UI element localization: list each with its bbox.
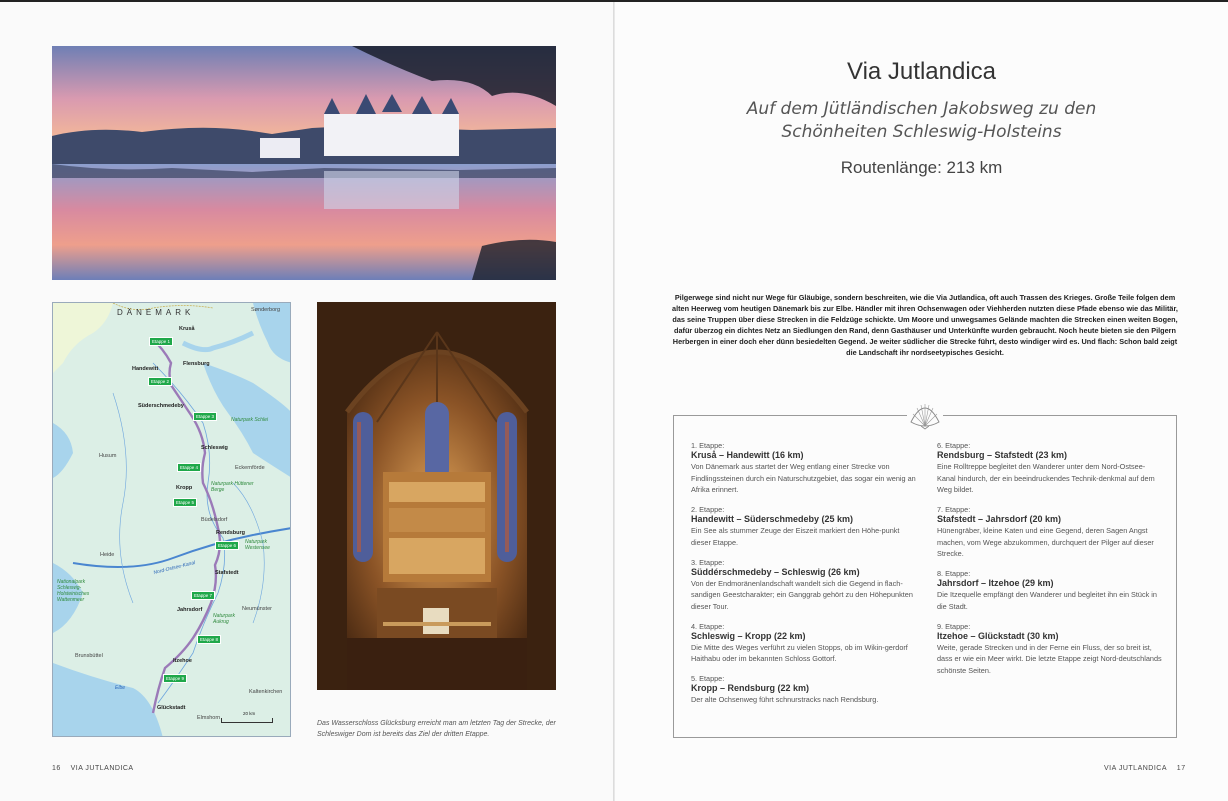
map-scale-bar	[221, 718, 273, 723]
map-park-label: Nationalpark Schleswig-Holsteinisches Wattenmeer	[57, 579, 90, 603]
running-head: VIA JUTLANDICA	[1104, 765, 1168, 772]
map-place: Handewitt	[132, 366, 159, 372]
left-folio	[52, 765, 134, 772]
etappe-number: 8. Etappe:	[937, 569, 971, 578]
etappe-text: Eine Rolltreppe begleitet den Wanderer unter dem Nord-Ostsee-Kanal hindurch, der ein beeindruckendes Technik-denkmal auf dem Weg bildet.	[937, 462, 1155, 494]
map-stage-label: Etappe 6	[215, 541, 239, 550]
etappe-title: Itzehoe – Glückstadt (30 km)	[937, 630, 1059, 641]
etappe-item	[691, 558, 917, 613]
subtitle-line: Auf dem Jütländischen Jakobsweg zu den	[746, 99, 1097, 119]
castle-lake-photo	[52, 46, 556, 280]
etappe-number: 7. Etappe:	[937, 505, 971, 514]
map-place: Glückstadt	[157, 705, 186, 711]
scallop-shell-icon	[907, 400, 943, 430]
subtitle-line: Schönheiten Schleswig-Holsteins	[781, 122, 1062, 142]
map-place: Süderschmedeby	[138, 403, 184, 409]
etappe-item	[937, 505, 1163, 560]
map-park-label: Naturpark Westensee	[245, 539, 270, 551]
page-number: 17	[1176, 765, 1186, 772]
map-place: Rendsburg	[216, 530, 246, 536]
etappe-text: Ein See als stummer Zeuge der Eiszeit markiert den Höhe-punkt dieser Etappe.	[691, 526, 900, 547]
etappe-text: Hünengräber, kleine Katen und eine Gegend, deren Sagen Angst machen, vom Wege abzukommen, durchquert der Pilger auf dieser Strecke.	[937, 526, 1154, 558]
etappe-number: 3. Etappe:	[691, 557, 725, 567]
etappe-text: Die Mitte des Weges verführt zu vielen Stopps, ob im Wikin-gerdorf Haithabu oder im bekannten Schloss Gottorf.	[691, 642, 908, 663]
map-place: Neumünster	[242, 606, 272, 612]
map-place: Elmshorn	[197, 715, 221, 721]
etappe-number: 6. Etappe:	[937, 441, 971, 450]
map-place: Heide	[100, 552, 115, 558]
etappe-title: Jahrsdorf – Itzehoe (29 km)	[937, 578, 1054, 588]
route-length: Routenlänge: 213 km	[840, 158, 1003, 177]
etappe-number: 4. Etappe:	[691, 621, 725, 631]
etappe-item	[691, 505, 917, 548]
map-place: Büdelsdorf	[201, 517, 228, 523]
map-place: Schleswig	[201, 445, 228, 451]
map-place: Kruså	[179, 326, 195, 332]
etappe-title: Kruså – Handewitt (16 km)	[691, 450, 804, 460]
page-number: 16	[52, 765, 61, 772]
map-stage-label: Etappe 3	[193, 412, 217, 421]
map-stage-label: Etappe 7	[191, 591, 215, 600]
etappe-item	[691, 674, 917, 706]
map-place: Itzehoe	[173, 658, 192, 664]
etappe-text: Von Dänemark aus startet der Weg entlang einer Strecke von Findlingssteinen durch ein Naturschutzgebiet, das sogar ein wenig an Afrika erinnert.	[691, 462, 916, 494]
map-place: Flensburg	[183, 361, 210, 367]
photo-caption: Das Wasserschloss Glücksburg erreicht man am letzten Tag der Strecke, der Schleswiger Dom ist bereits das Ziel der dritten Etappe.	[317, 720, 556, 738]
etappen-column-right	[937, 441, 1163, 686]
etappe-title: Rendsburg – Stafstedt (23 km)	[937, 450, 1068, 460]
etappe-title: Stafstedt – Jahrsdorf (20 km)	[937, 514, 1062, 524]
map-scale-label: 20 km	[243, 711, 256, 716]
chapter-subtitle	[615, 98, 1228, 144]
map-stage-label: Etappe 2	[148, 377, 172, 386]
intro-paragraph: Pilgerwege sind nicht nur Wege für Gläubige, sondern beschreiten, wie die Via Jutlandica, oft auch Trassen des Krieges. Große Teile folgen dem alten Heerweg vom heutigen Dänemark bis zur Elbe. Händler mit ihren Ochsenwagen oder Viehherden nutzten diese Pfade ebenso wie das Militär, das seine Truppen über diese Strecken in die Feldzüge schickte. Um Moore und unwegsames Gelände machten die Strecken einen weiten Bogen, dafür überzog ein dichtes Netz an Siedlungen den Rand, denn Gasthäuser und Unterkünfte wurden gebraucht. Noch heute bieten sie den Pilgern Herbergen in einer doch eher dünn besiedelten Gegend. Je weiter südlicher die Strecke führt, desto windiger wird es. Und flach: Schon bald zeigt die Landschaft ihr nordseetypisches Gesicht.	[672, 293, 1178, 357]
map-place: Jahrsdorf	[177, 607, 203, 613]
map-park-label: Naturpark Aukrug	[213, 613, 235, 625]
running-head: VIA JUTLANDICA	[70, 765, 134, 772]
map-park-label: Naturpark Schlei	[231, 417, 268, 423]
map-canal-label: Nord-Ostsee-Kanal	[152, 559, 196, 577]
map-place: Stafstedt	[215, 570, 239, 576]
map-park-label: Naturpark Hüttener Berge	[211, 481, 254, 493]
etappe-number: 9. Etappe:	[937, 621, 971, 631]
map-place: Kaltenkirchen	[249, 689, 283, 695]
etappe-item	[691, 622, 917, 665]
etappe-title: Schleswig – Kropp (22 km)	[691, 630, 806, 641]
map-place: Husum	[99, 453, 117, 459]
etappe-text: Weite, gerade Strecken und in der Ferne ein Fluss, der so breit ist, dass er wie ein Meer wirkt. Die letzte Etappe zeigt Nord-deutschlands schönste Seiten.	[937, 642, 1162, 675]
map-stage-label: Etappe 8	[197, 635, 221, 644]
etappe-number: 1. Etappe:	[691, 441, 725, 450]
map-place: Sønderborg	[251, 307, 281, 313]
map-stage-label: Etappe 5	[173, 498, 197, 507]
etappen-column-left	[691, 441, 917, 715]
map-place: Kropp	[176, 485, 193, 491]
etappe-text: Die Itzequelle empfängt den Wanderer und begleitet ihn ein Stück in die Stadt.	[937, 590, 1157, 611]
etappe-number: 5. Etappe:	[691, 674, 725, 683]
etappe-item	[937, 441, 1163, 496]
etappe-title: Handewitt – Süderschmedeby (25 km)	[691, 514, 854, 524]
map-place: Eckernförde	[235, 465, 265, 471]
chapter-title: Via Jutlandica	[847, 58, 996, 85]
etappe-title: Kropp – Rendsburg (22 km)	[691, 683, 810, 693]
map-stage-label: Etappe 9	[163, 674, 187, 683]
etappe-item	[691, 441, 917, 496]
etappe-item	[937, 569, 1163, 612]
map-stage-label: Etappe 4	[177, 463, 201, 472]
etappe-item	[937, 622, 1163, 677]
etappe-text: Der alte Ochsenweg führt schnurstracks nach Rendsburg.	[691, 695, 879, 704]
map-place: Brunsbüttel	[75, 653, 103, 659]
cathedral-interior-photo	[317, 302, 556, 690]
map-country-label: DÄNEMARK	[117, 308, 195, 317]
right-folio	[1104, 765, 1186, 772]
route-map	[52, 302, 291, 737]
etappe-title: Süddérschmedeby – Schleswig (26 km)	[691, 566, 860, 577]
etappe-text: Von der Endmoränenlandschaft wandelt sich die Gegend in flach-sandigen Geestcharakter; ein Ganggrab gehört zu den Höhepunkten dieser Tour.	[691, 578, 913, 611]
map-river-label: Elbe	[115, 685, 126, 691]
map-stage-label: Etappe 1	[149, 337, 173, 346]
etappe-number: 2. Etappe:	[691, 505, 725, 514]
